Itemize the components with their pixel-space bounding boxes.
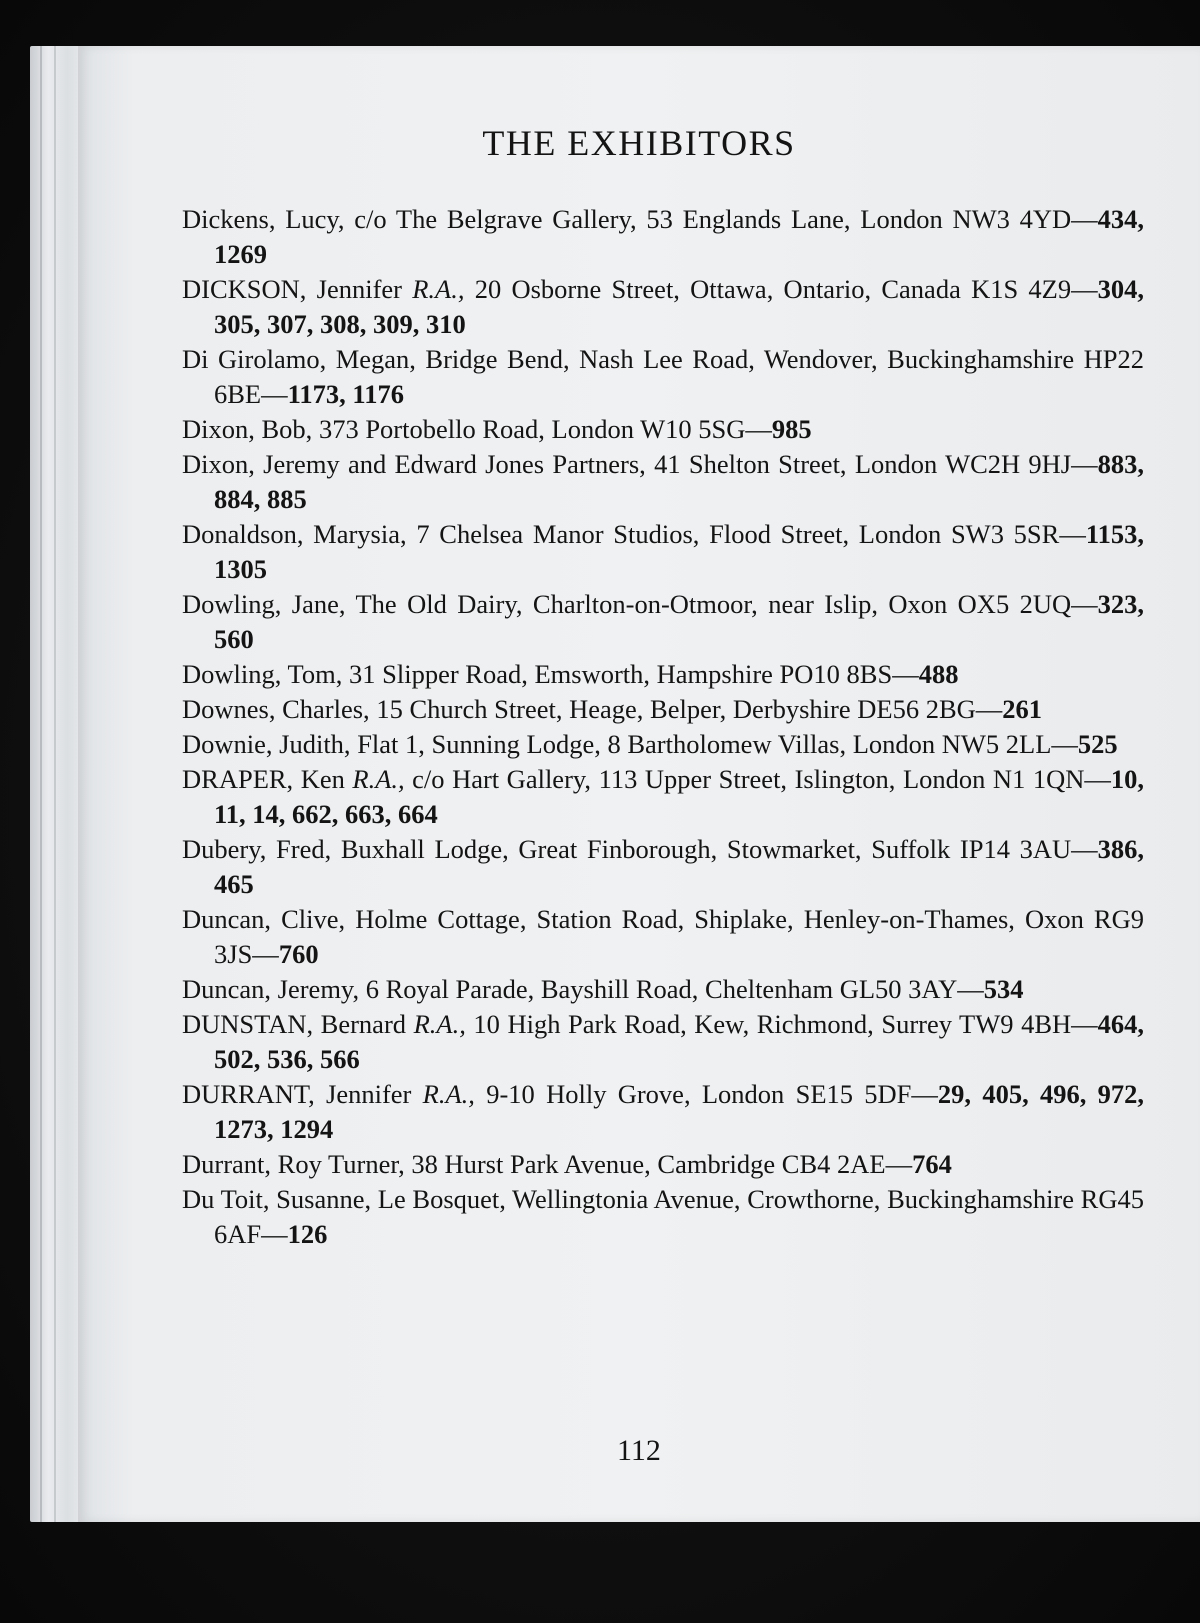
exhibitor-address: 15 Church Street, Heage, Belper, Derbyshire DE56 2BG— — [369, 694, 1003, 724]
exhibitor-list — [182, 202, 1144, 1252]
exhibitor-name: Duncan, Jeremy, — [182, 974, 360, 1004]
exhibitor-entry — [182, 587, 1144, 657]
exhibitor-entry — [182, 1182, 1144, 1252]
exhibitor-address: Bridge Bend, Nash Lee Road, Wendover, Buckinghamshire HP22 6BE— — [214, 344, 1144, 409]
exhibitor-entry — [182, 972, 1144, 1007]
ra-designation: R.A., — [402, 274, 465, 304]
exhibitor-entry — [182, 412, 1144, 447]
catalogue-numbers: 434, 1269 — [214, 204, 1144, 269]
exhibitor-address: Holme Cottage, Station Road, Shiplake, Henley-on-Thames, Oxon RG9 3JS— — [214, 904, 1144, 969]
exhibitor-entry — [182, 902, 1144, 972]
exhibitor-name: DICKSON, Jennifer — [182, 274, 402, 304]
catalogue-numbers: 764 — [912, 1149, 952, 1179]
exhibitor-address: 10 High Park Road, Kew, Richmond, Surrey TW9 4BH— — [465, 1009, 1098, 1039]
catalogue-numbers: 534 — [983, 974, 1024, 1004]
exhibitor-entry — [182, 1077, 1144, 1147]
exhibitor-address: 7 Chelsea Manor Studios, Flood Street, London SW3 5SR— — [406, 519, 1086, 549]
ra-designation: R.A., — [406, 1009, 466, 1039]
exhibitor-name: Dowling, Jane, — [182, 589, 346, 619]
catalogue-numbers: 464, 502, 536, 566 — [214, 1009, 1145, 1074]
exhibitor-entry — [182, 762, 1144, 832]
exhibitor-address: Flat 1, Sunning Lodge, 8 Bartholomew Villas, London NW5 2LL— — [350, 729, 1078, 759]
catalogue-numbers: 1153, 1305 — [214, 519, 1144, 584]
exhibitor-address: 6 Royal Parade, Bayshill Road, Cheltenham GL50 3AY— — [359, 974, 984, 1004]
exhibitor-entry — [182, 272, 1144, 342]
catalogue-numbers: 304, 305, 307, 308, 309, 310 — [214, 274, 1144, 339]
catalogue-numbers: 1173, 1176 — [287, 379, 404, 409]
catalogue-numbers: 323, 560 — [214, 589, 1145, 654]
exhibitor-address: Buxhall Lodge, Great Finborough, Stowmarket, Suffolk IP14 3AU— — [331, 834, 1098, 864]
catalogue-numbers: 488 — [918, 659, 959, 689]
exhibitor-address: 41 Shelton Street, London WC2H 9HJ— — [645, 449, 1098, 479]
page-header: THE EXHIBITORS — [482, 123, 796, 163]
exhibitor-entry — [182, 1147, 1144, 1182]
exhibitor-name: Dubery, Fred, — [182, 834, 332, 864]
exhibitor-name: Dixon, Bob, — [182, 414, 313, 444]
exhibitor-entry — [182, 657, 1144, 692]
exhibitor-name: Dickens, Lucy, — [182, 204, 345, 234]
exhibitor-entry — [182, 1007, 1144, 1077]
exhibitor-address: c/o The Belgrave Gallery, 53 Englands Lane, London NW3 4YD— — [344, 204, 1098, 234]
page-number: 112 — [617, 1434, 661, 1467]
exhibitor-name: Dowling, Tom, — [182, 659, 343, 689]
exhibitor-name: Downes, Charles, — [182, 694, 370, 724]
exhibitor-address: 373 Portobello Road, London W10 5SG— — [312, 414, 772, 444]
exhibitor-name: Dixon, Jeremy and Edward Jones Partners, — [182, 449, 646, 479]
exhibitor-address: Le Bosquet, Wellingtonia Avenue, Crowthorne, Buckinghamshire RG45 6AF— — [214, 1184, 1144, 1249]
exhibitor-entry — [182, 832, 1144, 902]
exhibitor-name: Durrant, Roy Turner, — [182, 1149, 405, 1179]
catalogue-numbers: 29, 405, 496, 972, 1273, 1294 — [214, 1079, 1145, 1144]
exhibitor-name: DURRANT, Jennifer — [182, 1079, 412, 1109]
catalogue-numbers: 10, 11, 14, 662, 663, 664 — [214, 764, 1144, 829]
exhibitor-entry — [182, 727, 1144, 762]
exhibitor-address: 9-10 Holly Grove, London SE15 5DF— — [474, 1079, 938, 1109]
exhibitor-name: Donaldson, Marysia, — [182, 519, 407, 549]
exhibitor-name: Downie, Judith, — [182, 729, 351, 759]
catalogue-numbers: 386, 465 — [214, 834, 1144, 899]
catalogue-numbers: 883, 884, 885 — [214, 449, 1144, 514]
exhibitor-entry — [182, 447, 1144, 517]
exhibitor-name: Duncan, Clive, — [182, 904, 346, 934]
catalogue-numbers: 985 — [771, 414, 812, 444]
exhibitor-address: The Old Dairy, Charlton-on-Otmoor, near Islip, Oxon OX5 2UQ— — [345, 589, 1098, 619]
exhibitor-name: DUNSTAN, Bernard — [182, 1009, 407, 1039]
ra-designation: R.A., — [344, 764, 405, 794]
ra-designation: R.A., — [411, 1079, 475, 1109]
catalogue-numbers: 525 — [1077, 729, 1118, 759]
book-page — [78, 46, 1200, 1522]
exhibitor-name: Di Girolamo, Megan, — [182, 344, 416, 374]
exhibitor-address: 38 Hurst Park Avenue, Cambridge CB4 2AE— — [404, 1149, 913, 1179]
exhibitor-name: Du Toit, Susanne, — [182, 1184, 372, 1214]
exhibitor-name: DRAPER, Ken — [182, 764, 345, 794]
catalogue-numbers: 261 — [1002, 694, 1043, 724]
catalogue-numbers: 126 — [287, 1219, 328, 1249]
exhibitor-entry — [182, 202, 1144, 272]
exhibitor-address: 31 Slipper Road, Emsworth, Hampshire PO10 8BS— — [342, 659, 919, 689]
exhibitor-entry — [182, 692, 1144, 727]
catalogue-numbers: 760 — [278, 939, 319, 969]
exhibitor-entry — [182, 517, 1144, 587]
exhibitor-address: 20 Osborne Street, Ottawa, Ontario, Canada K1S 4Z9— — [464, 274, 1098, 304]
exhibitor-address: c/o Hart Gallery, 113 Upper Street, Islington, London N1 1QN— — [404, 764, 1111, 794]
exhibitor-entry — [182, 342, 1144, 412]
